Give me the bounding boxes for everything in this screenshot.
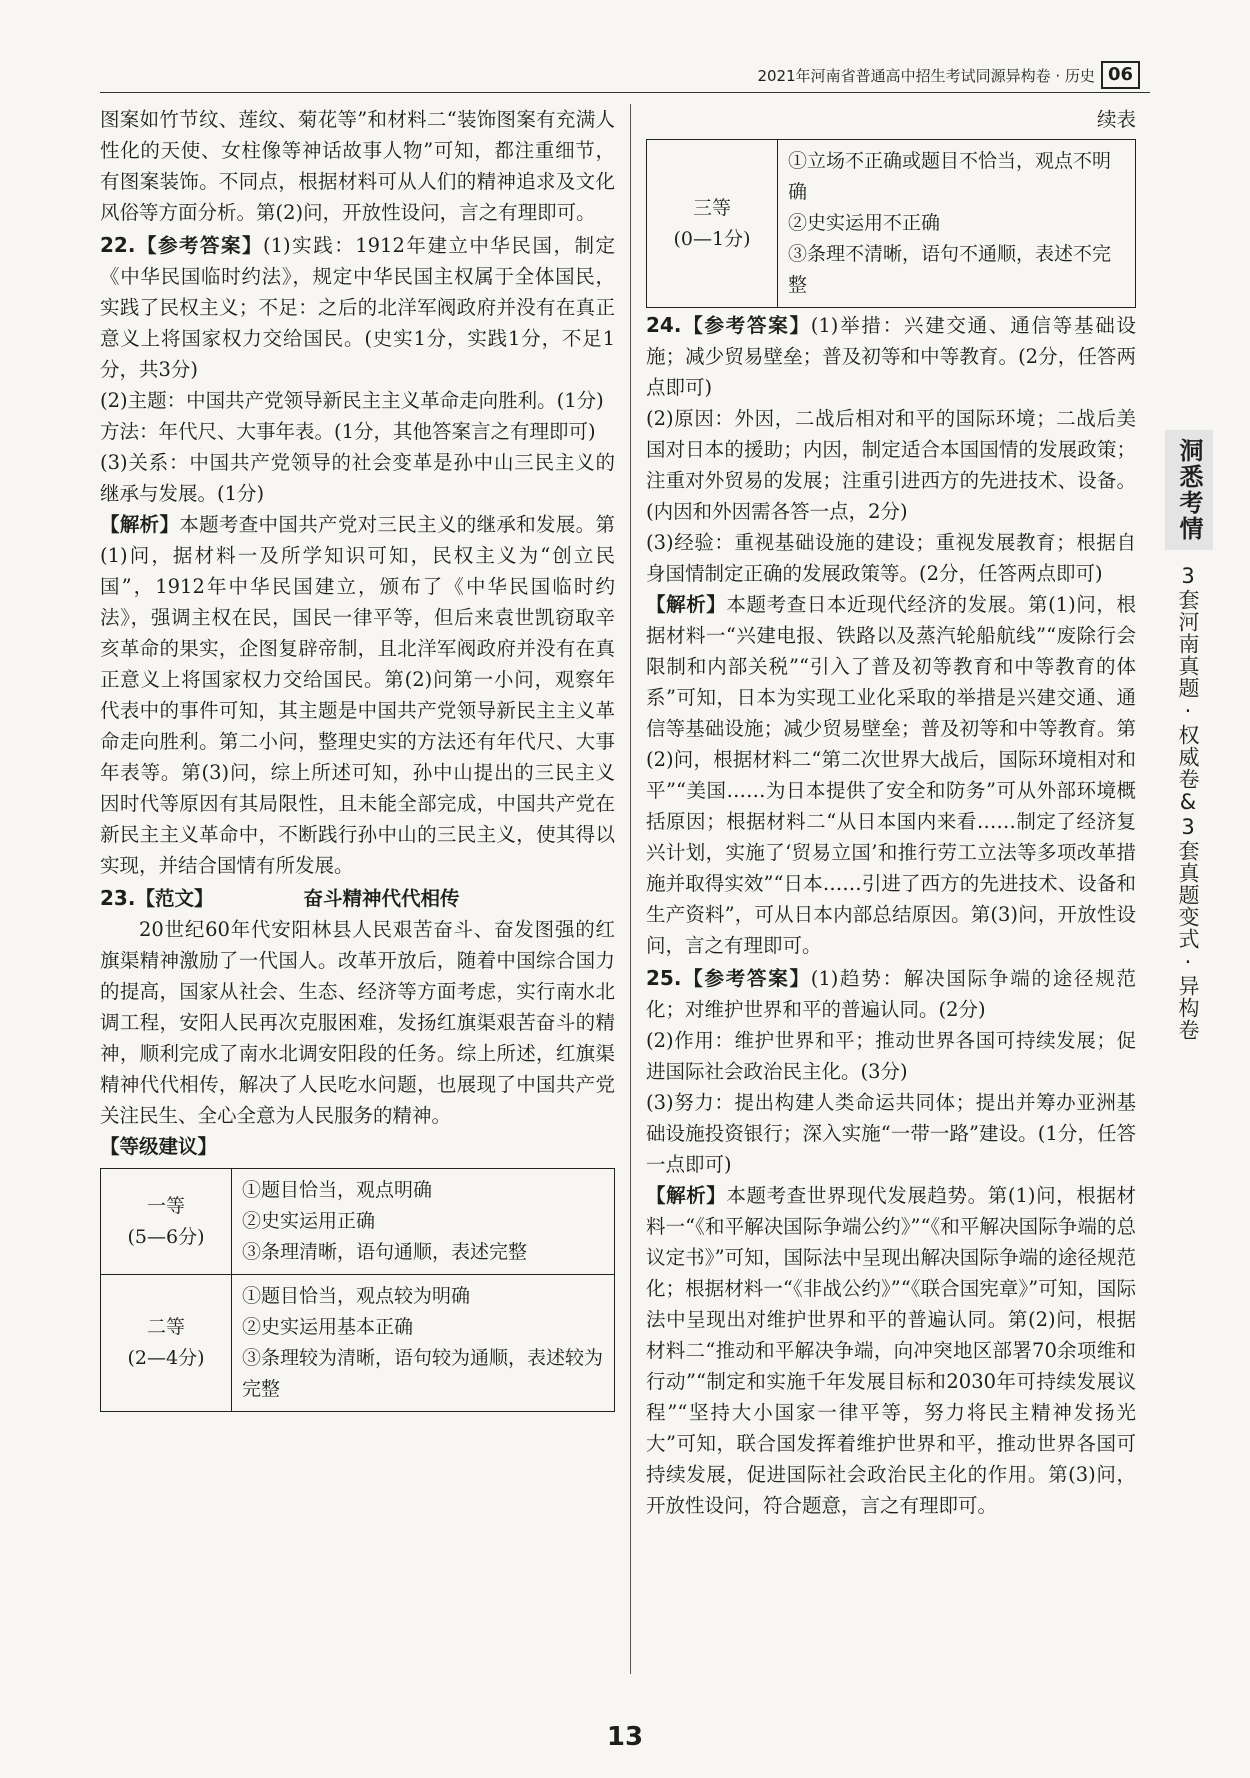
q25-answer-1: (1)趋势：解决国际争端的途径规范化；对维护世界和平的普遍认同。(2分) — [646, 967, 1136, 1021]
grade-criterion: ①立场不正确或题目不恰当，观点不明确 — [788, 150, 1112, 203]
q22-answer-3: (3)关系：中国共产党领导的社会变革是孙中山三民主义的继承与发展。(1分) — [100, 451, 615, 505]
question-24 — [646, 310, 1136, 961]
grade-score: (5—6分) — [127, 1225, 205, 1248]
q25-number: 25. — [646, 966, 682, 990]
q24-answer-1: (1)举措：兴建交通、通信等基础设施；减少贸易壁垒；普及初等和中等教育。(2分，任答两点即可) — [646, 314, 1136, 399]
question-25 — [646, 963, 1136, 1521]
grade-score: (2—4分) — [127, 1347, 205, 1369]
grade-level-cell — [101, 1169, 232, 1275]
q24-answer-2: (2)原因：外因，二战后相对和平的国际环境；二战后美国对日本的援助；内因，制定适合本国国情的发展政策；注重对外贸易的发展；注重引进西方的先进技术、设备。(内因和外因需各答一点，2分) — [646, 407, 1136, 523]
grade-row-3 — [647, 140, 1136, 308]
question-22 — [100, 230, 615, 881]
q25-answer-tag: 【参考答案】 — [681, 967, 811, 990]
grade-level: 三等 — [692, 196, 731, 219]
grade-criteria-cell — [778, 140, 1136, 308]
q25-analysis: 本题考查世界现代发展趋势。第(1)问，根据材料一“《和平解决国际争端公约》”“《和平解决国际争端的总议定书》”可知，国际法中呈现出解决国际争端的途径规范化；根据材料一“《非战公约》”“《联合国宪章》”可知，国际法中呈现出对维护世界和平的普遍认同。第(2)问，根据材料二“推动和平解决争端，向冲突地区部署70余项维和行动”“制定和实施千年发展目标和2030年可持续发展议程”“坚持大小国家一律平等，努力将民主精神发扬光大”可知，联合国发挥着维护世界和平，推动世界各国可持续发展，促进国际社会政治民主化的作用。第(3)问，开放性设问，符合题意，言之有理即可。 — [646, 1184, 1136, 1517]
q24-answer-3: (3)经验：重视基础设施的建设；重视发展教育；根据自身国情制定正确的发展政策等。(2分，任答两点即可) — [646, 531, 1136, 585]
grade-criterion: ②史实运用不正确 — [788, 212, 941, 234]
grade-level: 一等 — [146, 1194, 185, 1217]
q22-answer-tag: 【参考答案】 — [135, 234, 264, 257]
grade-level: 二等 — [146, 1316, 185, 1338]
grade-criterion: ②史实运用基本正确 — [242, 1316, 414, 1338]
q22-analysis-tag: 【解析】 — [100, 513, 180, 536]
page-header — [740, 60, 1140, 90]
header-rule — [100, 92, 1150, 93]
grade-criterion: ①题目恰当，观点明确 — [242, 1179, 433, 1201]
page-number: 13 — [606, 1722, 644, 1752]
grade-row-2 — [101, 1275, 615, 1412]
grade-table — [100, 1168, 615, 1412]
grade-criterion: ①题目恰当，观点较为明确 — [242, 1285, 471, 1307]
grade-table-continued — [646, 139, 1136, 308]
grade-criterion: ③条理清晰，语句通顺，表述完整 — [242, 1241, 528, 1263]
q24-answer-tag: 【参考答案】 — [681, 314, 811, 337]
grade-criteria-cell — [232, 1169, 615, 1275]
grade-criterion: ②史实运用正确 — [242, 1210, 376, 1232]
q22-answer-1: (1)实践：1912年建立中华民国，制定《中华民国临时约法》，规定中华民国主权属于全体国民，实践了民权主义；不足：之后的北洋军阀政府并没有在真正意义上将国家权力交给国民。(史实1分，实践1分，不足1分，共3分) — [100, 234, 615, 381]
q22-number: 22. — [100, 233, 136, 257]
q24-analysis: 本题考查日本近现代经济的发展。第(1)问，根据材料一“兴建电报、铁路以及蒸汽轮船航线”“废除行会限制和内部关税”“引入了普及初等教育和中等教育的体系”可知，日本为实现工业化采取的举措是兴建交通、通信等基础设施；减少贸易壁垒；普及初等和中等教育。第(2)问，根据材料二“第二次世界大战后，国际环境相对和平”“美国……为日本提供了安全和防务”可从外部环境概括原因；根据材料二“从日本国内来看……制定了经济复兴计划，实施了‘贸易立国’和推行劳工立法等多项改革措施并取得实效”“日本……引进了西方的先进技术、设备和生产资料”，可从日本内部总结原因。第(3)问，开放性设问，言之有理即可。 — [646, 593, 1136, 957]
q22-answer-2: (2)主题：中国共产党领导新民主主义革命走向胜利。(1分) — [100, 389, 604, 412]
grade-criterion: ③条理较为清晰，语句较为通顺，表述较为完整 — [242, 1347, 604, 1400]
side-tab — [1165, 430, 1211, 1055]
q23-sample-tag: 【范文】 — [135, 887, 214, 910]
q25-answer-3: (3)努力：提出构建人类命运共同体；提出并筹办亚洲基础设施投资银行；深入实施“一带一路”建设。(1分，任答一点即可) — [646, 1091, 1136, 1176]
grade-row-1 — [101, 1169, 615, 1275]
left-column — [100, 104, 615, 1412]
q23-essay-title: 奋斗精神代代相传 — [303, 887, 460, 910]
side-tab-title: 洞悉考情 — [1165, 430, 1213, 550]
header-title: 2021年河南省普通高中招生考试同源异构卷 · 历史 — [757, 66, 1095, 85]
question-23 — [100, 883, 615, 1412]
grade-criteria-cell — [232, 1275, 615, 1412]
q25-analysis-tag: 【解析】 — [646, 1184, 727, 1207]
continued-label: 续表 — [1096, 108, 1136, 131]
column-divider — [630, 104, 631, 1674]
q22-analysis: 本题考查中国共产党对三民主义的继承和发展。第(1)问，据材料一及所学知识可知，民权主义为“创立民国”，1912年中华民国建立，颁布了《中华民国临时约法》，强调主权在民，国民一律平等，但后来袁世凯窃取辛亥革命的果实，企图复辟帝制，且北洋军阀政府并没有在真正意义上将国家权力交给国民。第(2)问第一小问，观察年代表中的事件可知，其主题是中国共产党领导新民主主义革命走向胜利。第二小问，整理史实的方法还有年代尺、大事年表等。第(3)问，综上所述可知，孙中山提出的三民主义因时代等原因有其局限性，且未能全部完成，中国共产党在新民主主义革命中，不断践行孙中山的三民主义，使其得以实现，并结合国情有所发展。 — [100, 513, 615, 877]
q23-essay: 20世纪60年代安阳林县人民艰苦奋斗、奋发图强的红旗渠精神激励了一代国人。改革开放后，随着中国综合国力的提高，国家从社会、生态、经济等方面考虑，实行南水北调工程，安阳人民再次克服困难，发扬红旗渠艰苦奋斗的精神，顺利完成了南水北调安阳段的任务。综上所述，红旗渠精神代代相传，解决了人民吃水问题，也展现了中国共产党关注民生、全心全意为人民服务的精神。 — [100, 918, 615, 1127]
q22-answer-2b: 方法：年代尺、大事年表。(1分，其他答案言之有理即可) — [100, 420, 596, 443]
q23-number: 23. — [100, 886, 136, 910]
q23-grade-tag: 【等级建议】 — [100, 1135, 218, 1158]
q25-answer-2: (2)作用：维护世界和平；推动世界各国可持续发展；促进国际社会政治民主化。(3分) — [646, 1029, 1136, 1083]
side-tab-subtitle: 3套河南真题·权威卷&3套真题变式·异构卷 — [1176, 564, 1200, 1041]
q24-analysis-tag: 【解析】 — [646, 593, 727, 616]
right-column — [646, 104, 1136, 1521]
grade-score: (0—1分) — [673, 227, 751, 250]
grade-criterion: ③条理不清晰，语句不通顺，表述不完整 — [788, 243, 1112, 296]
grade-level-cell — [647, 140, 778, 308]
header-page-code: 06 — [1101, 61, 1140, 89]
intro-paragraph: 图案如竹节纹、莲纹、菊花等”和材料二“装饰图案有充满人性化的天使、女柱像等神话故事人物”可知，都注重细节，有图案装饰。不同点，根据材料可从人们的精神追求及文化风俗等方面分析。第(2)问，开放性设问，言之有理即可。 — [100, 108, 615, 224]
q24-number: 24. — [646, 313, 682, 337]
grade-level-cell — [101, 1275, 232, 1412]
